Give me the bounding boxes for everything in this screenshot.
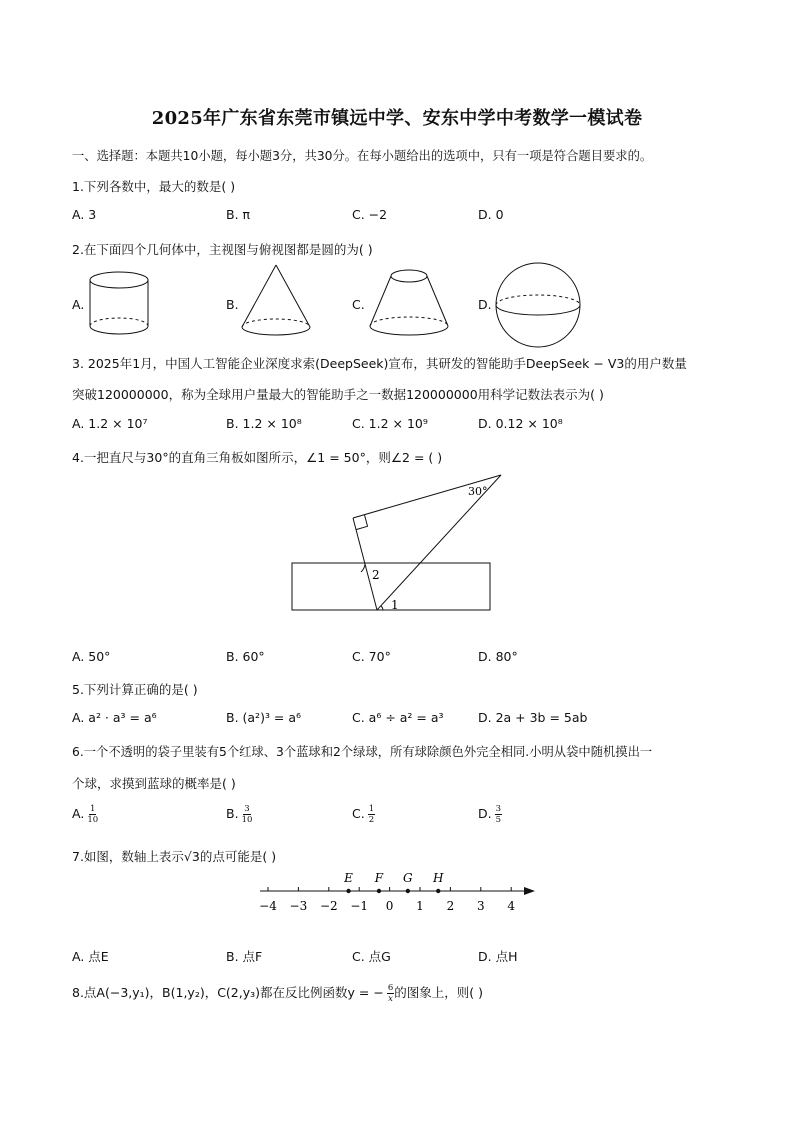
fraction: $\frac{3}{5}$ xyxy=(495,804,502,825)
number-line-tick-label: 4 xyxy=(507,899,516,913)
sphere-figure xyxy=(494,262,582,350)
q1-option-d[interactable]: D. 0 xyxy=(478,207,504,222)
question-6-stem-line2: 个球，求摸到蓝球的概率是( ) xyxy=(72,776,236,791)
q1-option-b[interactable]: B. π xyxy=(226,207,251,222)
q3-option-c[interactable]: C. 1.2 × 10⁹ xyxy=(352,416,428,431)
q4-option-b[interactable]: B. 60° xyxy=(226,649,265,664)
frustum-figure xyxy=(366,266,452,340)
q4-option-a[interactable]: A. 50° xyxy=(72,649,111,664)
fraction: $\frac{1}{2}$ xyxy=(368,804,375,825)
section-heading: 一、选择题：本题共10小题，每小题3分，共30分。在每小题给出的选项中，只有一项是符合题目要求的。 xyxy=(72,149,653,163)
q4-option-c[interactable]: C. 70° xyxy=(352,649,391,664)
q1-option-c[interactable]: C. −2 xyxy=(352,207,388,222)
question-3-stem-line2: 突破120000000，称为全球用户量最大的智能助手之一数据120000000用科学记数法表示为( ) xyxy=(72,387,604,402)
question-1-stem: 1.下列各数中，最大的数是( ) xyxy=(72,179,236,194)
number-line-tick-label: −1 xyxy=(350,899,369,913)
number-line-tick-label: −3 xyxy=(289,899,308,913)
question-6-stem-line1: 6.一个不透明的袋子里装有5个红球、3个蓝球和2个绿球，所有球除颜色外完全相同.小明从袋中随机摸出一 xyxy=(72,745,653,759)
q3-option-b[interactable]: B. 1.2 × 10⁸ xyxy=(226,416,302,431)
q3-option-a[interactable]: A. 1.2 × 10⁷ xyxy=(72,416,148,431)
q6-option-a[interactable]: A. $\frac{1}{10}$ xyxy=(72,804,99,825)
number-line-point xyxy=(346,889,350,893)
fraction: $\frac{6}{x}$ xyxy=(387,983,394,1004)
q2-option-b[interactable]: B. xyxy=(226,297,239,312)
number-line-tick-label: 0 xyxy=(385,899,394,913)
number-line-point-label: H xyxy=(433,871,444,885)
q3-option-d[interactable]: D. 0.12 × 10⁸ xyxy=(478,416,563,431)
question-5-stem: 5.下列计算正确的是( ) xyxy=(72,682,198,697)
q4-option-d[interactable]: D. 80° xyxy=(478,649,518,664)
q2-option-a[interactable]: A. xyxy=(72,297,85,312)
number-line-figure xyxy=(252,866,542,916)
cone-figure xyxy=(238,262,314,340)
page-title: 2025年广东省东莞市镇远中学、安东中学中考数学一模试卷 xyxy=(151,108,643,129)
q1-option-a[interactable]: A. 3 xyxy=(72,207,97,222)
q7-option-b[interactable]: B. 点F xyxy=(226,949,263,964)
ruler-triangle-figure xyxy=(285,470,510,618)
question-3-stem-line1: 3. 2025年1月，中国人工智能企业深度求索(DeepSeek)宣布，其研发的智能助手DeepSeek − V3的用户数量 xyxy=(72,356,687,371)
number-line-point xyxy=(436,889,440,893)
number-line-point xyxy=(406,889,410,893)
q5-option-b[interactable]: B. (a²)³ = a⁶ xyxy=(226,710,302,725)
angle-1-label: 1 xyxy=(391,598,399,612)
number-line-tick-label: 3 xyxy=(476,899,485,913)
angle-30-label: 30° xyxy=(468,485,488,498)
question-7-stem: 7.如图，数轴上表示√3的点可能是( ) xyxy=(72,849,277,864)
cylinder-figure xyxy=(88,268,152,338)
question-2-stem: 2.在下面四个几何体中，主视图与俯视图都是圆的为( ) xyxy=(72,242,373,257)
fraction: $\frac{1}{10}$ xyxy=(87,804,99,825)
q7-option-d[interactable]: D. 点H xyxy=(478,949,518,964)
number-line-tick-label: −2 xyxy=(319,899,338,913)
q5-option-d[interactable]: D. 2a + 3b = 5ab xyxy=(478,710,588,725)
question-4-stem: 4.一把直尺与30°的直角三角板如图所示，∠1 = 50°，则∠2 = ( ) xyxy=(72,450,443,465)
number-line-tick-label: −4 xyxy=(259,899,277,913)
q2-option-c[interactable]: C. xyxy=(352,297,365,312)
q6-option-d[interactable]: D. $\frac{3}{5}$ xyxy=(478,804,502,825)
fraction: $\frac{3}{10}$ xyxy=(241,804,253,825)
number-line-tick-label: 1 xyxy=(416,899,424,913)
q2-option-d[interactable]: D. xyxy=(478,297,492,312)
q5-option-c[interactable]: C. a⁶ ÷ a² = a³ xyxy=(352,710,444,725)
number-line-point-label: E xyxy=(344,871,353,885)
angle-2-label: 2 xyxy=(372,568,380,582)
q5-option-a[interactable]: A. a² · a³ = a⁶ xyxy=(72,710,157,725)
number-line-point xyxy=(377,889,381,893)
question-8-stem: 8.点A(−3,y₁)，B(1,y₂)，C(2,y₃)都在反比例函数y = − $\frac{6}{x}$ 的图象上，则( ) xyxy=(72,983,483,1004)
q6-option-c[interactable]: C. $\frac{1}{2}$ xyxy=(352,804,375,825)
number-line-tick-label: 2 xyxy=(446,899,455,913)
q6-option-b[interactable]: B. $\frac{3}{10}$ xyxy=(226,804,253,825)
q7-option-a[interactable]: A. 点E xyxy=(72,949,109,964)
number-line-point-label: F xyxy=(374,871,384,885)
q7-option-c[interactable]: C. 点G xyxy=(352,949,391,964)
number-line-point-label: G xyxy=(403,871,413,885)
